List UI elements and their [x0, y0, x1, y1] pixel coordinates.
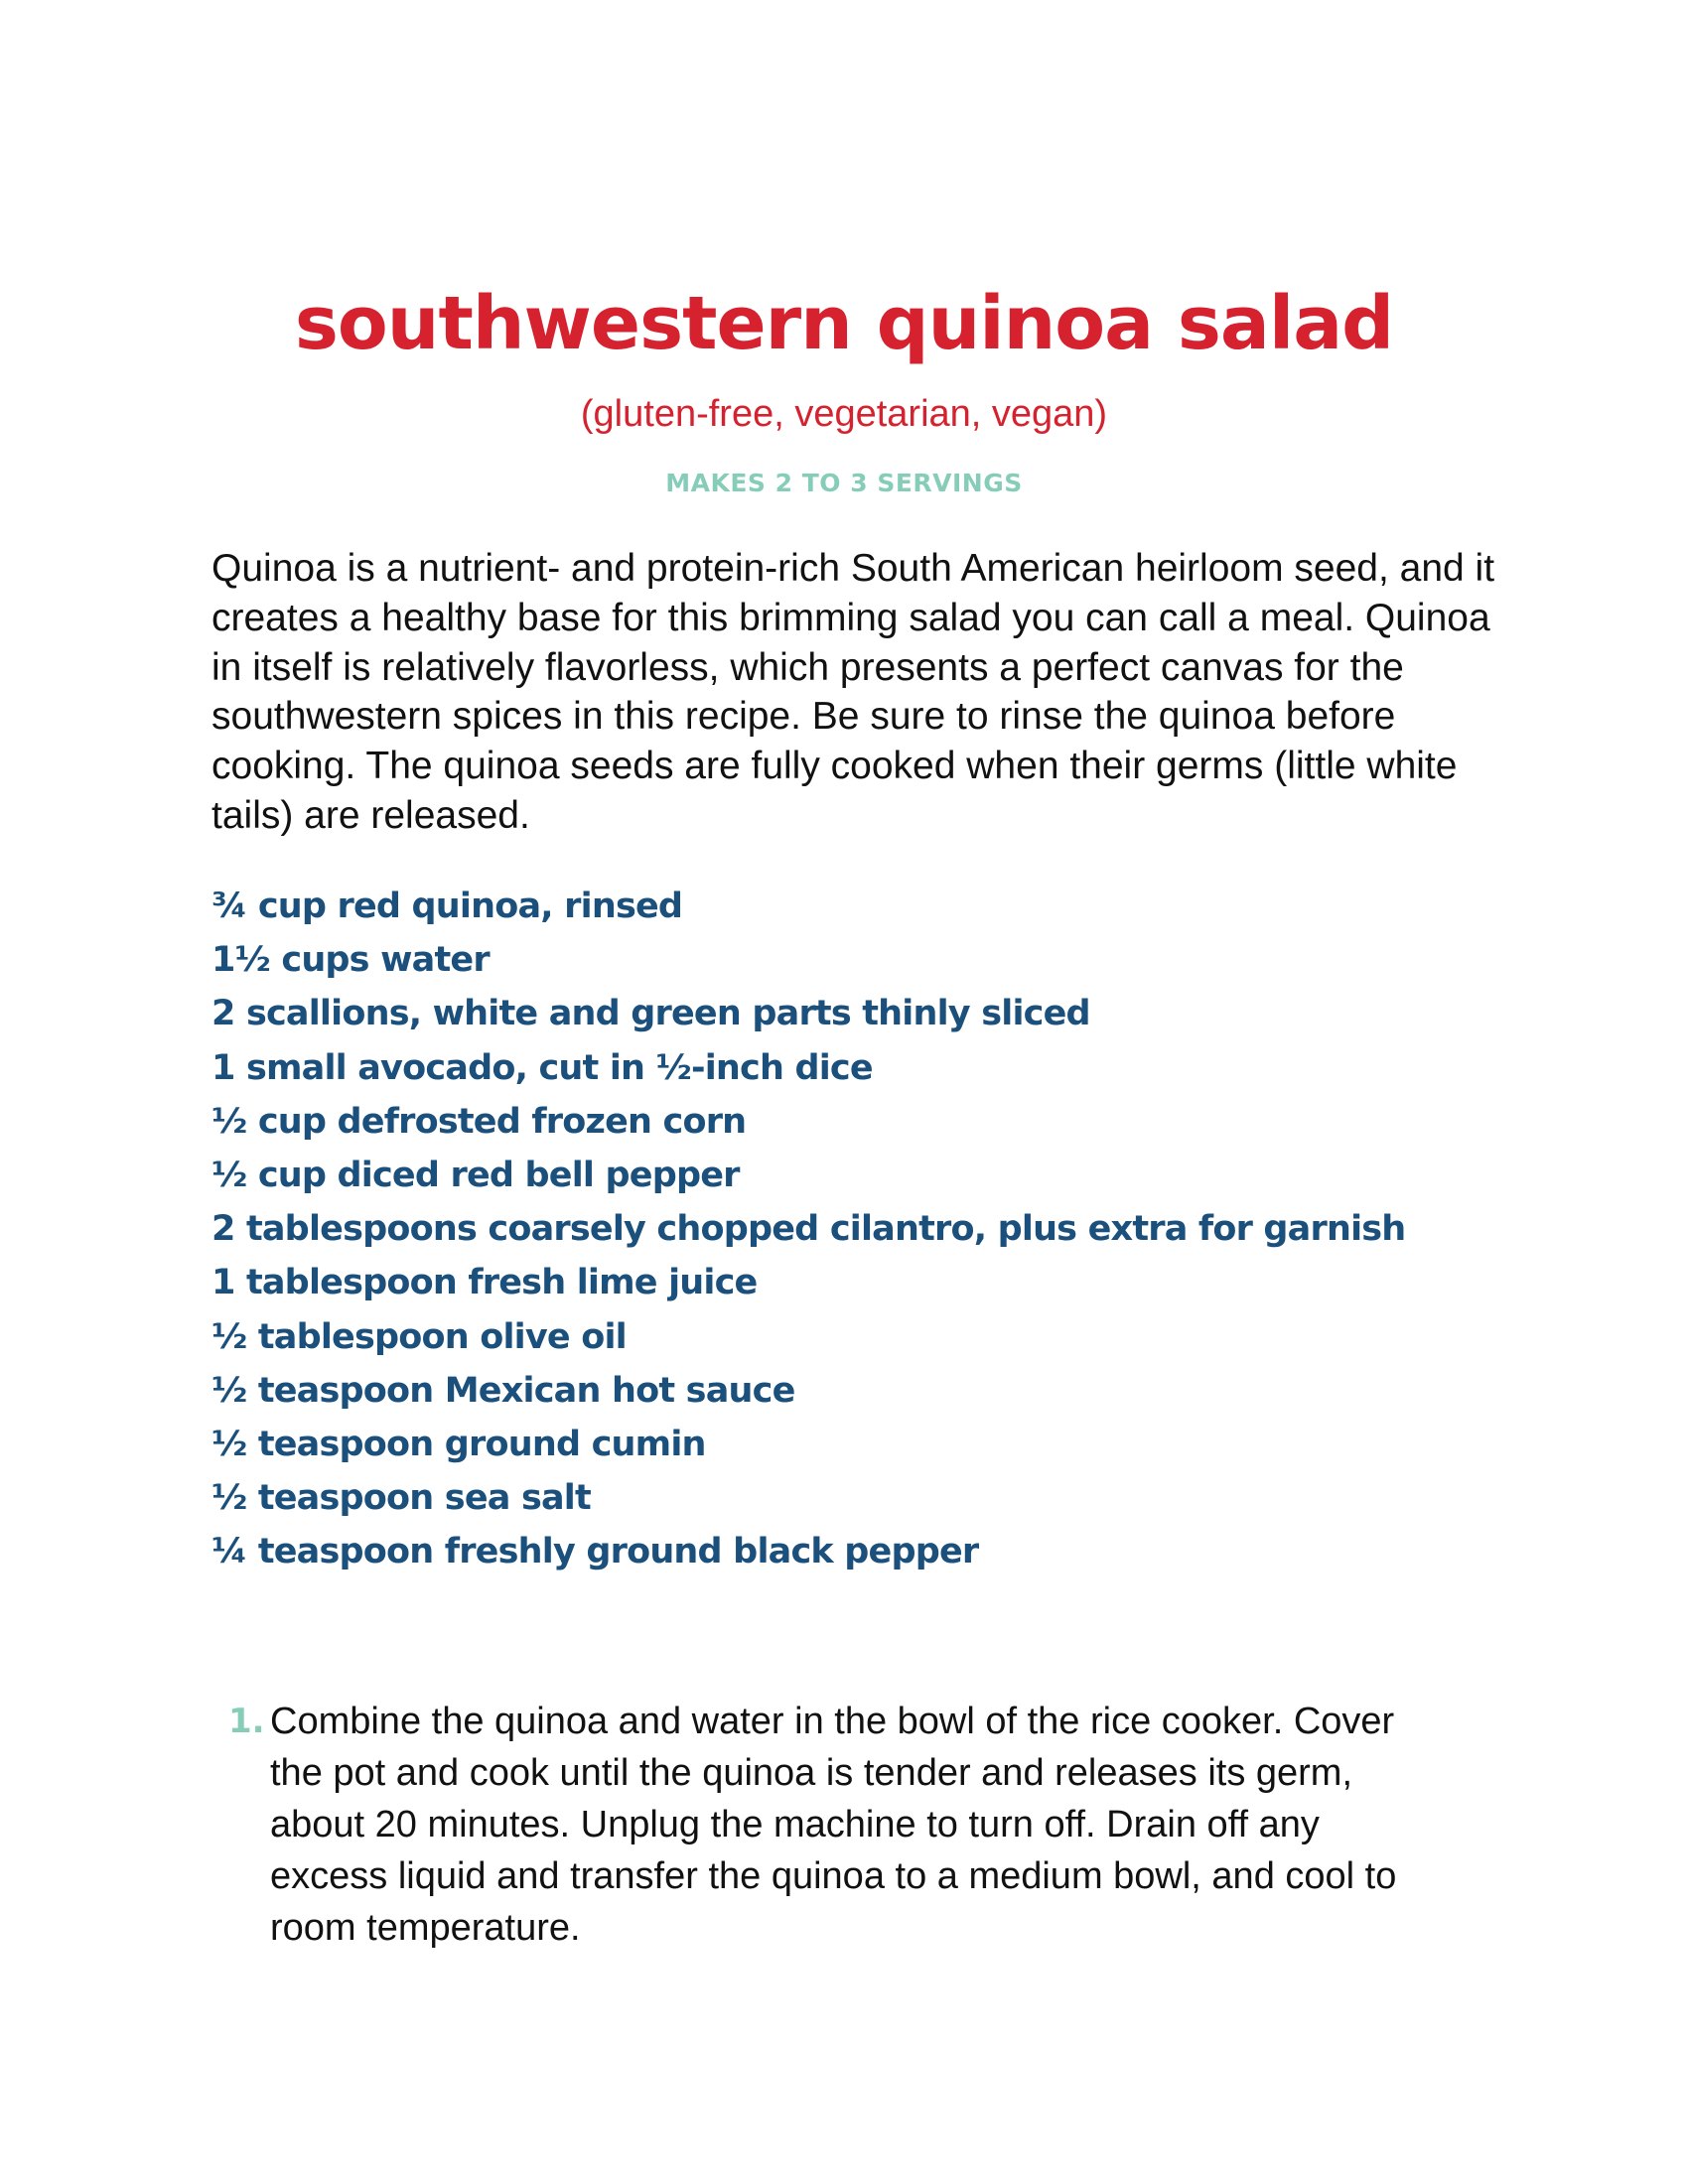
ingredient-item: 1½ cups water: [211, 940, 490, 981]
ingredient-item: 1 small avocado, cut in ½-inch dice: [211, 1047, 873, 1088]
ingredient-item: 2 tablespoons coarsely chopped cilantro, plus extra for garnish: [211, 1209, 1406, 1250]
ingredient-item: 2 scallions, white and green parts thinly sliced: [211, 994, 1090, 1034]
recipe-subtitle: (gluten-free, vegetarian, vegan): [580, 393, 1108, 435]
recipe-title: southwestern quinoa salad: [294, 281, 1394, 366]
servings-label: MAKES 2 TO 3 SERVINGS: [665, 469, 1023, 497]
ingredients-list: [211, 880, 1502, 1579]
ingredient-item: ½ cup diced red bell pepper: [211, 1156, 740, 1196]
ingredient-item: ¾ cup red quinoa, rinsed: [211, 887, 683, 926]
step-item: [228, 1696, 1420, 1954]
ingredient-item: ½ cup defrosted frozen corn: [211, 1101, 747, 1142]
ingredient-item: ¼ teaspoon freshly ground black pepper: [211, 1532, 979, 1572]
ingredient-item: ½ teaspoon Mexican hot sauce: [211, 1370, 795, 1411]
step-text: Combine the quinoa and water in the bowl of the rice cooker. Cover the pot and cook until the quinoa is tender and releases its germ, about 20 minutes. Unplug the machine to turn off. Drain off any excess liquid and transfer the quinoa to a medium bowl, and cool to room temperature.: [270, 1701, 1397, 1949]
recipe-intro: Quinoa is a nutrient- and protein-rich South American heirloom seed, and it creates a healthy base for this brimming salad you can call a meal. Quinoa in itself is relatively flavorless, which presents a perfect canvas for the southwestern spices in this recipe. Be sure to rinse the quinoa before cooking. The quinoa seeds are fully cooked when their germs (little white tails) are released.: [211, 547, 1495, 837]
ingredient-item: ½ tablespoon olive oil: [211, 1316, 627, 1357]
ingredient-item: 1 tablespoon fresh lime juice: [211, 1263, 758, 1303]
ingredient-item: ½ teaspoon sea salt: [211, 1478, 591, 1519]
step-number: 1.: [228, 1702, 265, 1741]
ingredient-item: ½ teaspoon ground cumin: [211, 1425, 706, 1465]
steps-list: [228, 1696, 1420, 1954]
